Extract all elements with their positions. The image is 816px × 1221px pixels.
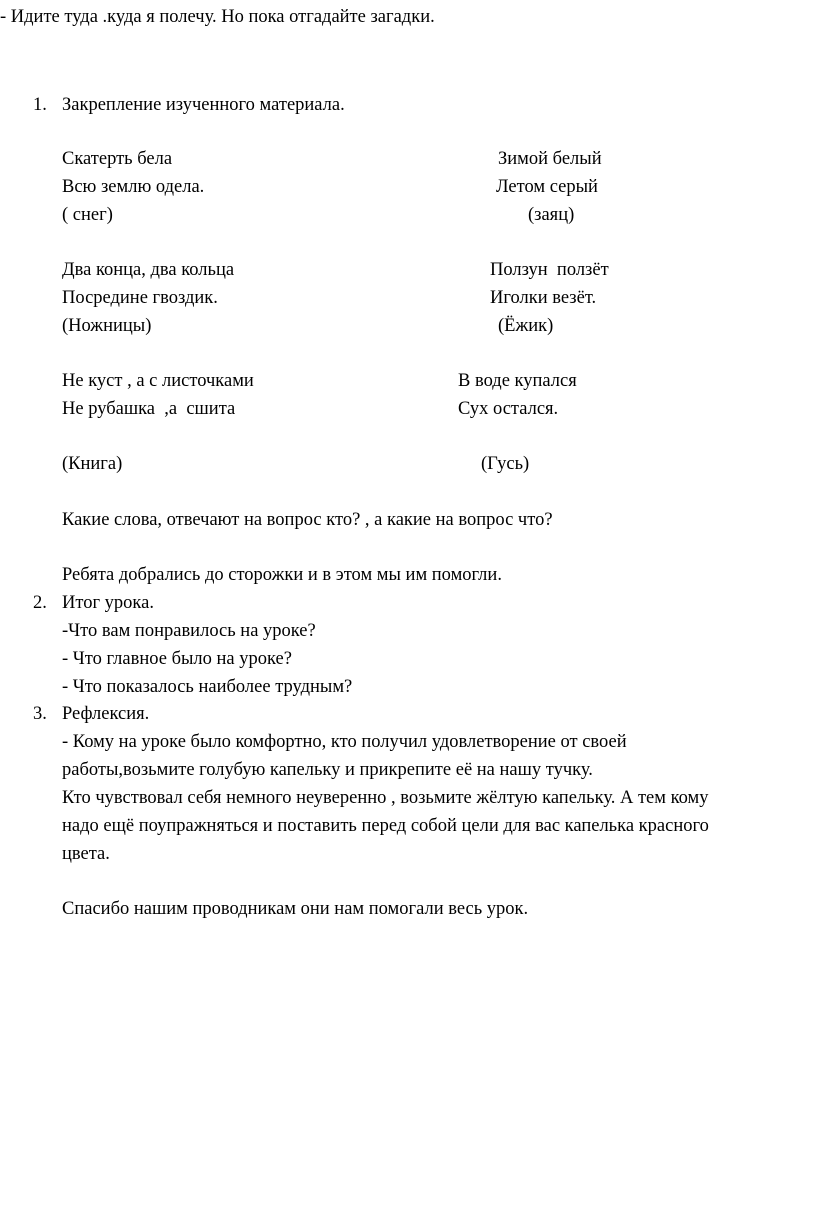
riddle-2-left-line-2: Посредине гвоздик.	[62, 288, 218, 308]
section-3-number: 3.	[33, 704, 47, 724]
section-1-question: Какие слова, отвечают на вопрос кто? , а какие на вопрос что?	[62, 510, 553, 530]
section-3-line-2: работы,возьмите голубую капельку и прикрепите её на нашу тучку.	[62, 760, 593, 780]
riddle-3-left-line-1: Не куст , а с листочками	[62, 371, 254, 391]
section-1-conclusion: Ребята добрались до сторожки и в этом мы им помогли.	[62, 565, 502, 585]
riddle-2-right-line-2: Иголки везёт.	[490, 288, 597, 308]
section-2-title: Итог урока.	[62, 593, 154, 613]
section-2-line-1: -Что вам понравилось на уроке?	[62, 621, 316, 641]
section-3-line-5: цвета.	[62, 844, 110, 864]
section-3-title: Рефлексия.	[62, 704, 150, 724]
riddle-3-right-line-2: Сух остался.	[458, 399, 559, 419]
riddle-1-right-line-2: Летом серый	[496, 177, 598, 197]
section-1-title: Закрепление изученного материала.	[62, 95, 345, 115]
riddle-3-left-line-2: Не рубашка ,а сшита	[62, 399, 236, 419]
riddle-1-right-line-1: Зимой белый	[498, 149, 602, 169]
riddle-1-right-answer: (заяц)	[528, 205, 575, 225]
riddle-1-left-line-1: Скатерть бела	[62, 149, 173, 169]
section-2-number: 2.	[33, 593, 47, 613]
riddle-3-right-answer: (Гусь)	[481, 454, 530, 474]
riddle-2-left-answer: (Ножницы)	[62, 316, 152, 336]
section-3-line-1: - Кому на уроке было комфортно, кто получил удовлетворение от своей	[62, 732, 627, 752]
intro-line: - Идите туда .куда я полечу. Но пока отгадайте загадки.	[0, 7, 435, 27]
riddle-3-right-line-1: В воде купался	[458, 371, 577, 391]
section-3-line-4: надо ещё поупражняться и поставить перед собой цели для вас капелька красного	[62, 816, 709, 836]
section-3-thanks: Спасибо нашим проводникам они нам помогали весь урок.	[62, 899, 529, 919]
riddle-2-right-line-1: Ползун ползёт	[490, 260, 609, 280]
section-1-number: 1.	[33, 95, 47, 115]
riddle-3-left-answer: (Книга)	[62, 454, 123, 474]
riddle-2-left-line-1: Два конца, два кольца	[62, 260, 235, 280]
section-2-line-2: - Что главное было на уроке?	[62, 649, 292, 669]
section-3-line-3: Кто чувствовал себя немного неуверенно , возьмите жёлтую капельку. А тем кому	[62, 788, 709, 808]
section-2-line-3: - Что показалось наиболее трудным?	[62, 677, 353, 697]
riddle-2-right-answer: (Ёжик)	[498, 316, 554, 336]
riddle-1-left-answer: ( снег)	[62, 205, 113, 225]
riddle-1-left-line-2: Всю землю одела.	[62, 177, 205, 197]
